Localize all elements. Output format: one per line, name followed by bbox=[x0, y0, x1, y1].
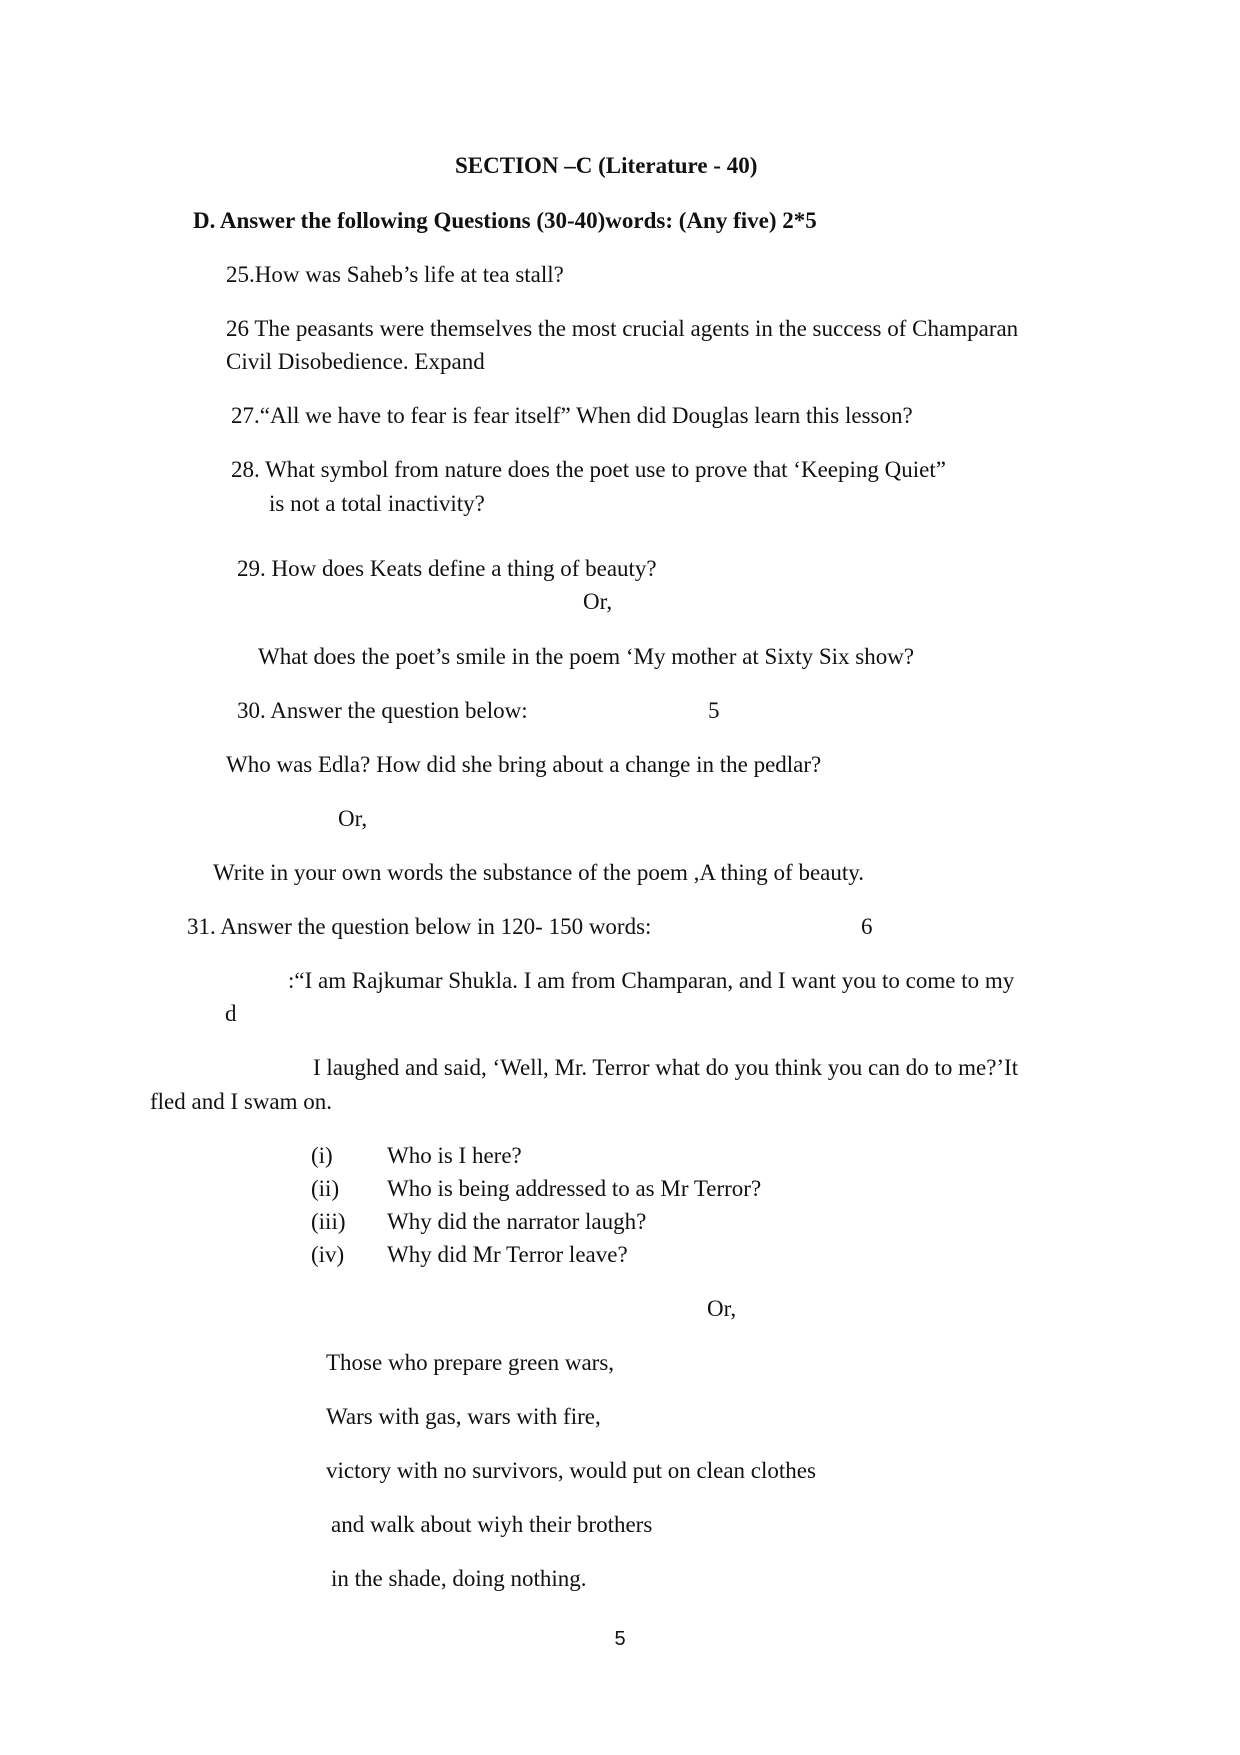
question-29-alternative: What does the poet’s smile in the poem ‘My mother at Sixty Six show? bbox=[258, 644, 915, 669]
question-30-alternative: Write in your own words the substance of the poem ,A thing of beauty. bbox=[213, 860, 865, 885]
extract-1-line1: :“I am Rajkumar Shukla. I am from Champaran, and I want you to come to my bbox=[288, 968, 1015, 993]
poem-line: Those who prepare green wars, bbox=[326, 1350, 615, 1375]
subquestion-number: (i) bbox=[311, 1143, 333, 1168]
question-31-marks: 6 bbox=[861, 914, 873, 939]
question-31-prompt: 31. Answer the question below in 120- 150 words: bbox=[187, 914, 652, 939]
question-28-line1: 28. What symbol from nature does the poet use to prove that ‘Keeping Quiet” bbox=[231, 457, 946, 482]
question-26-line2: Civil Disobedience. Expand bbox=[226, 349, 485, 374]
question-30-marks: 5 bbox=[708, 698, 720, 723]
section-title: SECTION –C (Literature - 40) bbox=[455, 153, 758, 178]
extract-1-line2: d bbox=[225, 1001, 237, 1026]
question-30-prompt: 30. Answer the question below: bbox=[237, 698, 528, 723]
question-30-or: Or, bbox=[338, 806, 368, 831]
question-26-line1: 26 The peasants were themselves the most crucial agents in the success of Champaran bbox=[226, 316, 1019, 341]
subquestion-text: Why did the narrator laugh? bbox=[387, 1209, 647, 1234]
question-30-text: Who was Edla? How did she bring about a change in the pedlar? bbox=[226, 752, 822, 777]
poem-line: in the shade, doing nothing. bbox=[331, 1566, 587, 1591]
subquestion-text: Who is being addressed to as Mr Terror? bbox=[387, 1176, 762, 1201]
subquestion-number: (ii) bbox=[311, 1176, 340, 1201]
question-29-or: Or, bbox=[583, 589, 613, 614]
poem-line: Wars with gas, wars with fire, bbox=[326, 1404, 601, 1429]
part-d-heading: D. Answer the following Questions (30-40)words: (Any five) 2*5 bbox=[193, 208, 817, 233]
question-27: 27.“All we have to fear is fear itself” When did Douglas learn this lesson? bbox=[231, 403, 913, 428]
extract-2-line2: fled and I swam on. bbox=[150, 1089, 333, 1114]
subquestion-number: (iv) bbox=[311, 1242, 345, 1267]
subquestion-text: Why did Mr Terror leave? bbox=[387, 1242, 628, 1267]
poem-line: victory with no survivors, would put on clean clothes bbox=[326, 1458, 816, 1483]
subquestion-text: Who is I here? bbox=[387, 1143, 522, 1168]
subquestion-number: (iii) bbox=[311, 1209, 346, 1234]
poem-line: and walk about wiyh their brothers bbox=[331, 1512, 653, 1537]
question-31-or: Or, bbox=[707, 1296, 737, 1321]
question-25: 25.How was Saheb’s life at tea stall? bbox=[226, 262, 564, 287]
extract-2-line1: I laughed and said, ‘Well, Mr. Terror what do you think you can do to me?’It bbox=[313, 1055, 1019, 1080]
page-number: 5 bbox=[614, 1628, 626, 1650]
question-28-line2: is not a total inactivity? bbox=[269, 491, 485, 516]
question-29: 29. How does Keats define a thing of beauty? bbox=[237, 556, 657, 581]
